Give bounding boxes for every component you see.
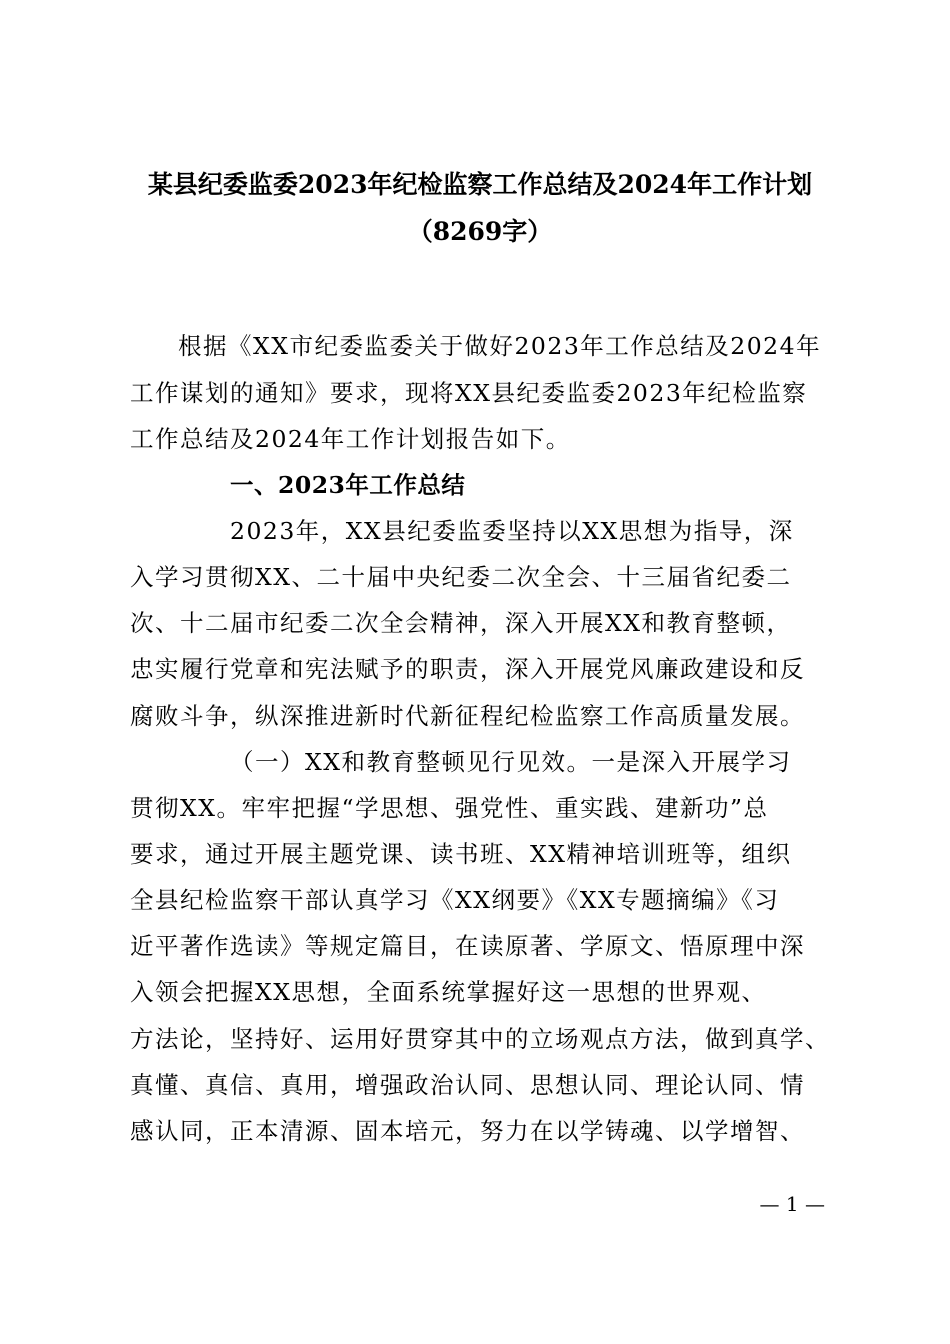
paragraph-line: 真懂、真信、真用，增强政治认同、思想认同、理论认同、情 bbox=[130, 1071, 805, 1099]
paragraph-line: 工作总结及2024年工作计划报告如下。 bbox=[130, 425, 571, 453]
subsection-line: （一）XX和教育整顿见行见效。一是深入开展学习 bbox=[230, 748, 792, 776]
paragraph-line: 全县纪检监察干部认真学习《XX纲要》《XX专题摘编》《习 bbox=[130, 886, 780, 914]
paragraph-line: 2023年，XX县纪委监委坚持以XX思想为指导，深 bbox=[230, 517, 794, 545]
document-title: 某县纪委监委2023年纪检监察工作总结及2024年工作计划 bbox=[147, 170, 813, 199]
paragraph-line: 近平著作选读》等规定篇目，在读原著、学原文、悟原理中深 bbox=[130, 932, 805, 960]
paragraph-line: 忠实履行党章和宪法赋予的职责，深入开展党风廉政建设和反 bbox=[130, 655, 805, 683]
paragraph-line: 次、十二届市纪委二次全会精神，深入开展XX和教育整顿， bbox=[130, 609, 792, 637]
paragraph-line: 工作谋划的通知》要求，现将XX县纪委监委2023年纪检监察 bbox=[130, 379, 808, 407]
section-heading: 一、2023年工作总结 bbox=[230, 471, 466, 499]
paragraph-line: 要求，通过开展主题党课、读书班、XX精神培训班等，组织 bbox=[130, 840, 792, 868]
paragraph-line: 贯彻XX。牢牢把握“学思想、强党性、重实践、建新功”总 bbox=[130, 794, 769, 822]
paragraph-line: 感认同，正本清源、固本培元，努力在以学铸魂、以学增智、 bbox=[130, 1117, 805, 1145]
page-number: — 1 — bbox=[759, 1192, 825, 1216]
document-word-count: （8269字） bbox=[407, 217, 553, 246]
paragraph-line: 入学习贯彻XX、二十届中央纪委二次全会、十三届省纪委二 bbox=[130, 563, 792, 591]
paragraph-line: 根据《XX市纪委监委关于做好2023年工作总结及2024年 bbox=[178, 332, 822, 360]
paragraph-line: 腐败斗争，纵深推进新时代新征程纪检监察工作高质量发展。 bbox=[130, 702, 805, 730]
paragraph-line: 入领会把握XX思想，全面系统掌握好这一思想的世界观、 bbox=[130, 978, 767, 1006]
paragraph-line: 方法论，坚持好、运用好贯穿其中的立场观点方法，做到真学、 bbox=[130, 1025, 830, 1053]
